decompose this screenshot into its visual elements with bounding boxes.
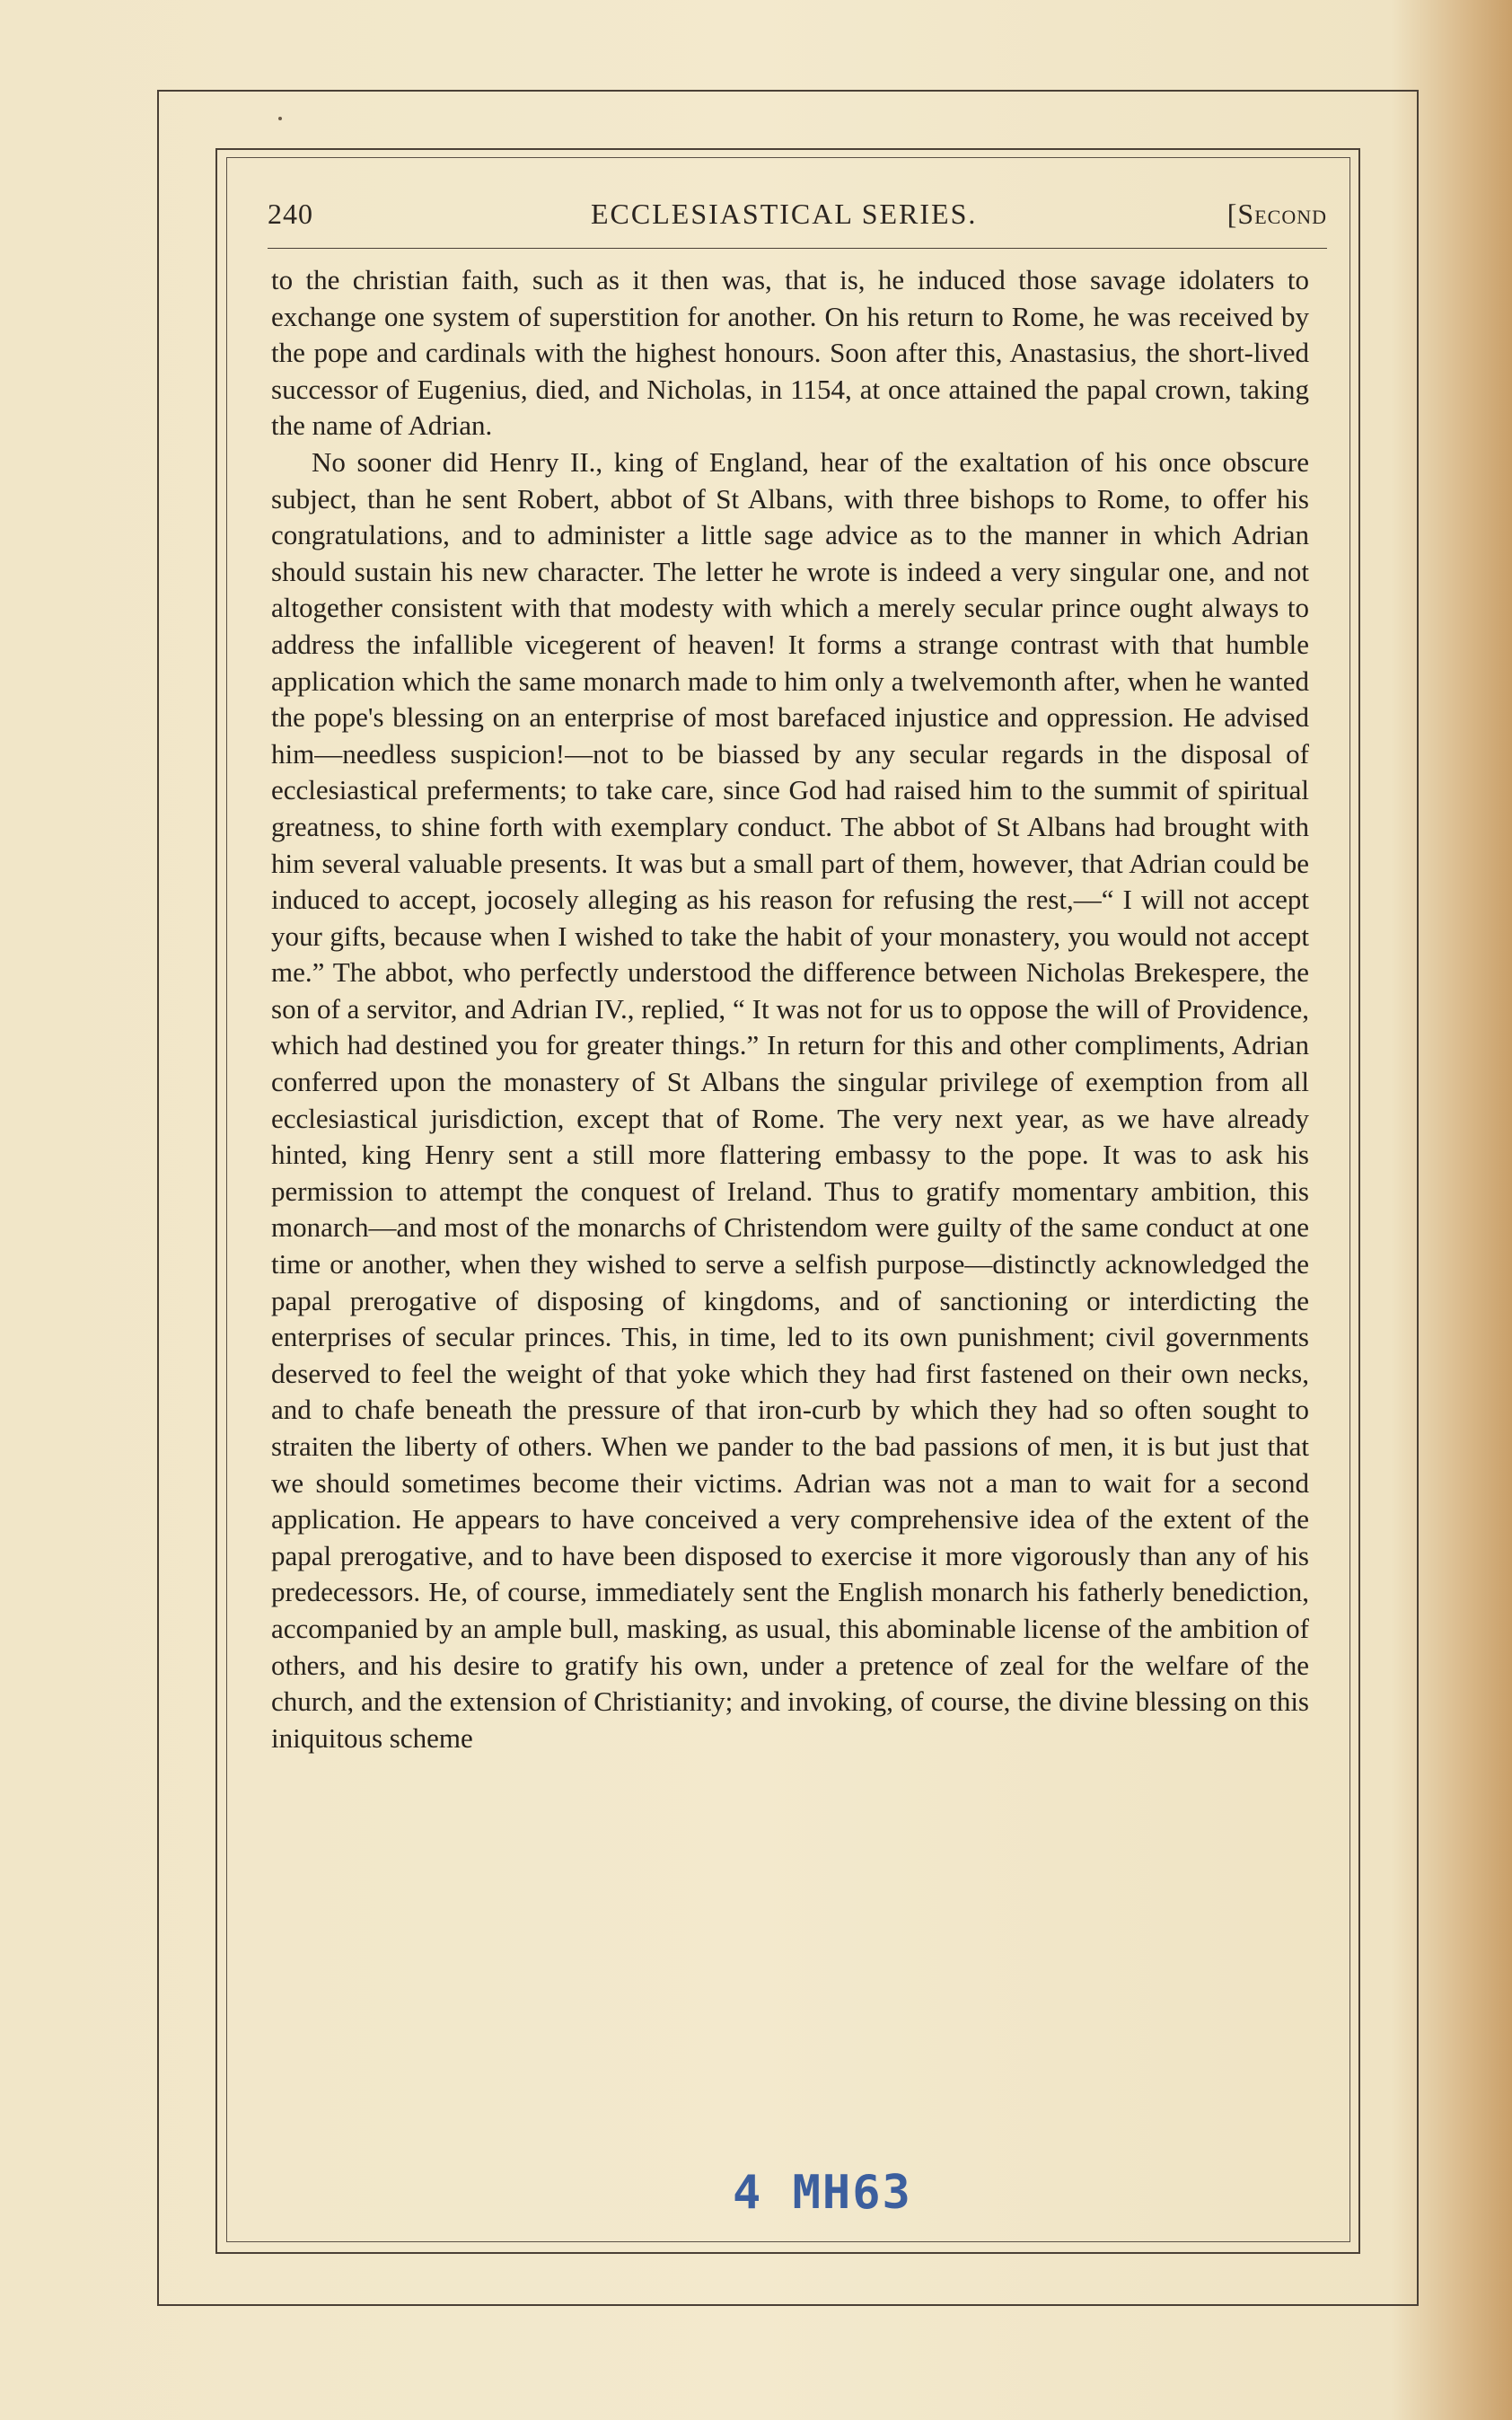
section-mark: [Second bbox=[1226, 198, 1327, 230]
paragraph-henry: No sooner did Henry II., king of England, hear of the exaltation of his once obscure subject, than he sent Robert, abbot of St Albans, with three bishops to Rome, to offer his congratulations, and to administer a little sage advice as to the manner in which Adrian should sustain his new character. The letter he wrote is indeed a very singular one, and not altogether consistent with that modesty with which a merely secular prince ought always to address the infallible vicegerent of heaven! It forms a strange contrast with that humble application which the same monarch made to him only a twelvemonth after, when he wanted the pope's blessing on an enterprise of most barefaced injustice and oppression. He advised him—needless suspicion!—not to be biassed by any secular regards in the disposal of ecclesiastical preferments; to take care, since God had raised him to the summit of spiritual greatness, to shine forth with exemplary conduct. The abbot of St Albans had brought with him several valuable presents. It was but a small part of them, however, that Adrian could be induced to accept, jocosely alleging as his reason for refusing the rest,—“ I will not accept your gifts, because when I wished to take the habit of your monastery, you would not accept me.” The abbot, who perfectly understood the difference between Nicholas Brekespere, the son of a servitor, and Adrian IV., replied, “ It was not for us to oppose the will of Providence, which had destined you for greater things.” In return for this and other compliments, Adrian conferred upon the monastery of St Albans the singular privilege of exemption from all ecclesiastical jurisdiction, except that of Rome. The very next year, as we have already hinted, king Henry sent a still more flattering embassy to the pope. It was to ask his permission to attempt the conquest of Ireland. Thus to gratify momentary ambition, this monarch—and most of the monarchs of Christendom were guilty of the same conduct at one time or another, when they wished to serve a selfish purpose—distinctly acknowledged the papal prerogative of disposing of kingdoms, and of sanctioning or interdicting the enterprises of secular princes. This, in time, led to its own punishment; civil governments deserved to feel the weight of that yoke which they had first fastened on their own necks, and to chafe beneath the pressure of that iron-curb by which they had so often sought to straiten the liberty of others. When we pander to the bad passions of men, it is but just that we should sometimes become their victims. Adrian was not a man to wait for a second application. He appears to have conceived a very comprehensive idea of the extent of the papal prerogative, and to have been disposed to exercise it more vigorously than any of his predecessors. He, of course, immediately sent the English monarch his fatherly benediction, accompanied by an ample bull, masking, as usual, this abominable license of the ambition of others, and his desire to gratify his own, under a pretence of zeal for the welfare of the church, and the extension of Christianity; and invoking, of course, the divine blessing on this iniquitous scheme bbox=[271, 445, 1309, 1754]
page-number: 240 bbox=[268, 198, 313, 230]
running-title: ECCLESIASTICAL SERIES. bbox=[591, 198, 978, 230]
paragraph-continued: to the christian faith, such as it then was, that is, he induced those savage idolaters to exchange one system of superstition for another. On his return to Rome, he was received by the pope and cardinals with the highest honours. Soon after this, Anastasius, the short-lived successor of Eugenius, died, and Nicholas, in 1154, at once attained the papal crown, taking the name of Adrian. bbox=[271, 264, 1309, 442]
library-stamp: 4 MH63 bbox=[733, 2166, 912, 2220]
body-text bbox=[271, 262, 1309, 1756]
running-header bbox=[268, 198, 1327, 233]
header-rule bbox=[268, 248, 1327, 249]
